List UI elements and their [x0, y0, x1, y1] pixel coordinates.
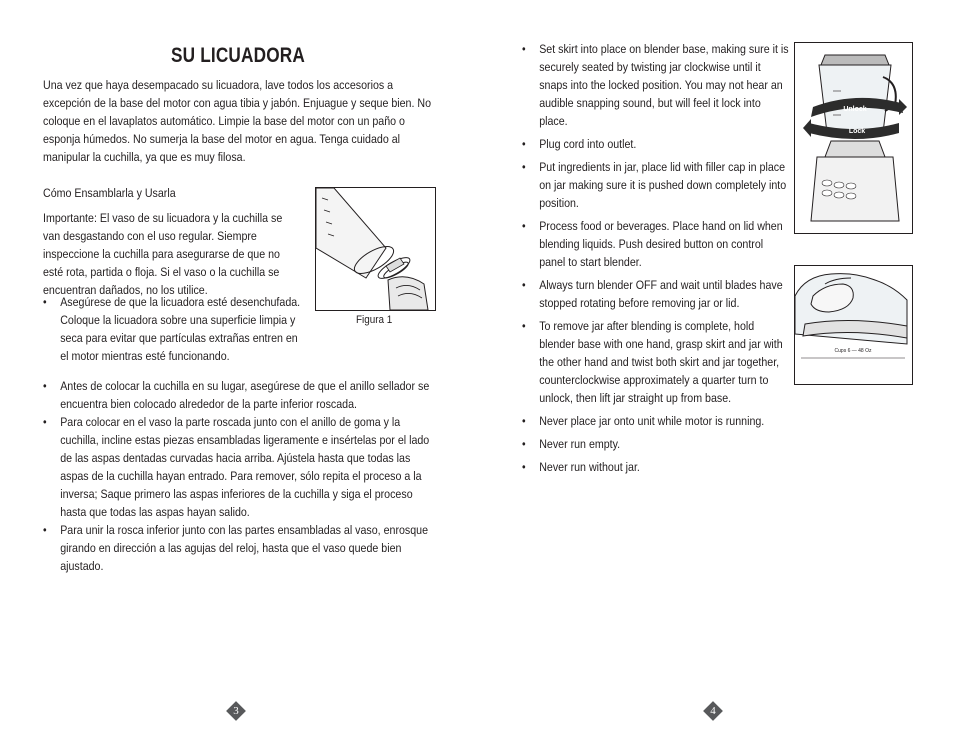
list-item: • Asegúrese de que la licuadora esté desenchufada. Coloque la licuadora sobre una superficie limpia y seca para evitar que partículas extrañas entren en el motor mientras esté funcionando. [43, 295, 301, 363]
bullet-glyph: • [522, 460, 526, 474]
figure-blender-lock [794, 42, 913, 234]
bullet-glyph: • [43, 523, 47, 537]
list-item: • Always turn blender OFF and wait until blades have stopped rotating before removing jar or lid. [522, 278, 783, 310]
bullet-glyph: • [43, 295, 47, 309]
bullet-glyph: • [43, 415, 47, 429]
list-item: • Plug cord into outlet. [522, 137, 637, 151]
bullet-glyph: • [522, 414, 526, 428]
page-number-right [702, 700, 724, 722]
list-item: • Set skirt into place on blender base, making sure it is securely seated by twisting jar clockwise until it snaps into the locked position. You may not hear an audible snapping sound, but will feel it lock into place. [522, 42, 789, 128]
list-item: • Put ingredients in jar, place lid with filler cap in place on jar making sure it is pushed down completely into position. [522, 160, 787, 210]
figure-1-blade-assembly [315, 187, 436, 311]
page-number-text: 4 [710, 705, 716, 717]
bullet-glyph: • [43, 379, 47, 393]
bullet-list-right [522, 40, 789, 481]
figure-hand-jar [794, 265, 913, 385]
bullet-glyph: • [522, 278, 526, 292]
section-heading: Cómo Ensamblarla y Usarla [43, 186, 176, 200]
lock-label: Lock [848, 128, 866, 135]
page-number-text: 3 [233, 705, 239, 717]
figure-caption: Figura 1 [356, 314, 393, 326]
list-item: • Never run empty. [522, 437, 621, 451]
jar-measure-label: Cups 6 — 48 Oz [834, 348, 872, 354]
list-item: • Para unir la rosca inferior junto con las partes ensambladas al vaso, enrosque girando en dirección a las agujas del reloj, hasta que el vaso quede bien ajustado. [43, 523, 429, 573]
important-paragraph: Importante: El vaso de su licuadora y la cuchilla se van desgastando con el uso regular. Siempre inspeccione la cuchilla para asegurarse de que no esté rota, partida o floja. Si el vaso o la cuchilla se encuentran dañados, no los utilice. [43, 211, 283, 297]
blender-illustration [795, 43, 912, 233]
bullet-glyph: • [522, 137, 526, 151]
bullet-glyph: • [522, 437, 526, 451]
hand-on-jar-illustration [795, 266, 912, 384]
intro-paragraph: Una vez que haya desempacado su licuadora, lave todos los accesorios a excepción de la base del motor con agua tibia y jabón. Enjuague y seque bien. No coloque en el lavaplatos automático. Limpie la base del motor con un paño o esponja húmedos. No sumerja la base del motor en agua. Tenga cuidado al manipular la cuchilla, ya que es muy filosa. [43, 78, 432, 164]
bullet-glyph: • [522, 42, 526, 56]
page-number-left [225, 700, 247, 722]
list-item: • Process food or beverages. Place hand on lid when blending liquids. Push desired button on control panel to start blender. [522, 219, 783, 269]
list-item: • Antes de colocar la cuchilla en su lugar, asegúrese de que el anillo sellador se encuentra bien colocado alrededor de la parte inferior roscada. [43, 379, 430, 411]
unlock-label: Unlock [843, 106, 867, 113]
bullet-list-wide [43, 377, 439, 575]
bullet-glyph: • [522, 219, 526, 233]
list-item: • Never place jar onto unit while motor is running. [522, 414, 765, 428]
page-title: SU LICUADORA [171, 44, 305, 67]
bullet-list-narrow [43, 293, 301, 365]
list-item: • Para colocar en el vaso la parte roscada junto con el anillo de goma y la cuchilla, incline estas piezas ensambladas ligeramente e insértelas por el lado de las aspas dentadas curvadas hacia arriba. Ajústela hasta que todas las aspas de la cuchilla hayan entrado. Para remover, sólo repita el proceso a la inversa; Saque primero las aspas inferiores de la cuchilla y siga el proceso hasta que todas las aspas hayan salido. [43, 415, 430, 519]
bullet-glyph: • [522, 319, 526, 333]
list-item: • To remove jar after blending is complete, hold blender base with one hand, grasp skirt and jar with the other hand and twist both skirt and jar together, counterclockwise approximately a quarter turn to unlock, then lift jar straight up from base. [522, 319, 783, 405]
blade-assembly-illustration [316, 188, 435, 310]
list-item: • Never run without jar. [522, 460, 640, 474]
bullet-glyph: • [522, 160, 526, 174]
